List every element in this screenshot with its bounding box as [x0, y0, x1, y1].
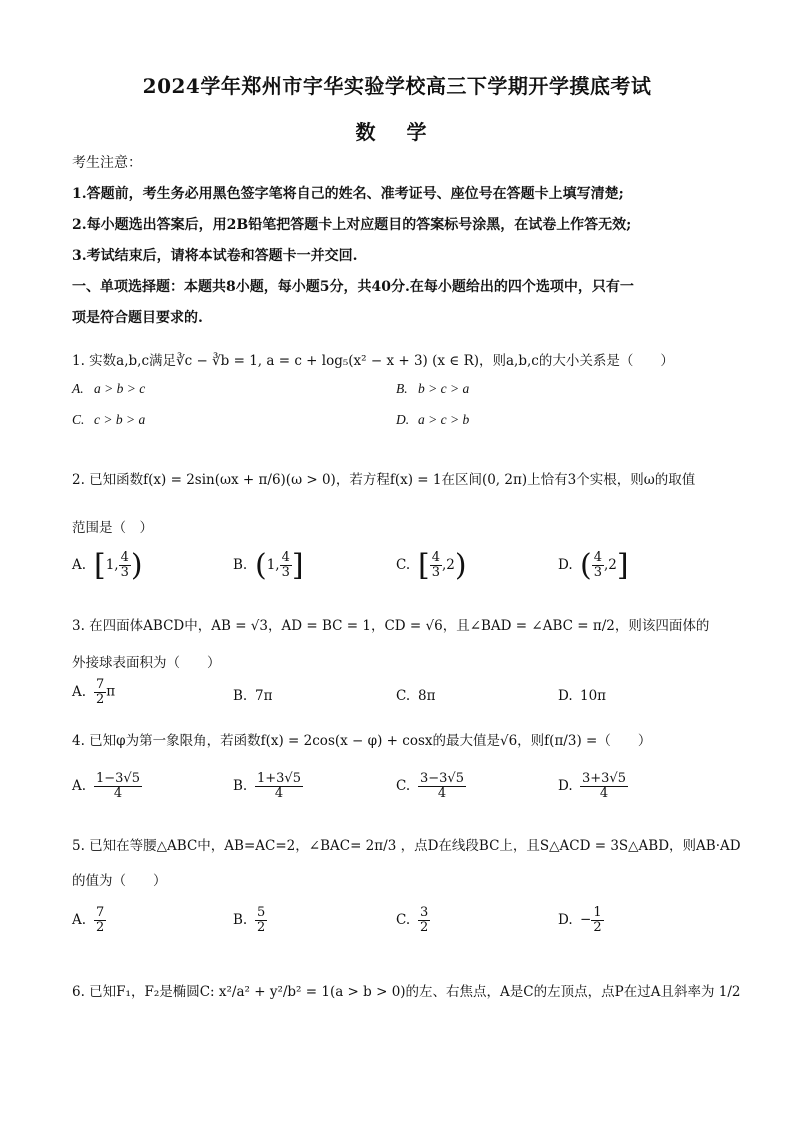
option-key: D. [558, 911, 573, 928]
question-5-stem-line1: 5. 已知在等腰△ABC中，AB=AC=2，∠BAC= 2π/3 ，点D在线段BC上，且S△ACD = 3S△ABD，则AB·AD [72, 838, 741, 854]
open-bracket: ( [255, 548, 267, 583]
option-fraction: $\frac{5}{2}$ [257, 905, 266, 935]
option-fraction: $\frac{3-3√5}{4}$ [420, 771, 464, 801]
close-bracket: ] [291, 548, 304, 583]
question-2-option-a[interactable] [72, 548, 143, 583]
notice-item-3: 3.考试结束后，请将本试卷和答题卡一并交回. [72, 248, 358, 264]
option-key: C. [396, 777, 411, 794]
option-text: b > c > a [418, 381, 470, 396]
option-key: A. [72, 683, 87, 700]
option-key: B. [233, 688, 248, 704]
question-2-option-b[interactable] [233, 548, 304, 583]
close-bracket: ) [454, 548, 467, 583]
close-bracket: ] [616, 548, 629, 583]
option-fraction: $\frac{4}{3}$ [431, 550, 440, 580]
option-key: C. [396, 911, 411, 928]
option-fraction: $\frac{4}{3}$ [593, 550, 602, 580]
section-heading-line1: 一、单项选择题：本题共8小题，每小题5分，共40分.在每小题给出的四个选项中，只有一 [72, 279, 634, 295]
option-key: D. [558, 688, 573, 704]
question-4-option-a[interactable] [72, 772, 142, 800]
question-6-stem: 6. 已知F₁，F₂是椭圆C: x²/a² + y²/b² = 1(a > b > 0)的左、右焦点，A是C的左顶点，点P在过A且斜率为 1/2 [72, 984, 741, 1000]
question-1-option-a[interactable] [72, 381, 145, 397]
option-key: C. [396, 688, 411, 704]
option-fraction: $\frac{4}{3}$ [281, 550, 290, 580]
option-key: A. [72, 381, 84, 396]
question-1-option-b[interactable] [396, 381, 469, 397]
option-text: a > c > b [418, 412, 470, 427]
question-4-stem: 4. 已知φ为第一象限角，若函数f(x) = 2cos(x − φ) + cosx的最大值是√6，则f(π/3) =（ ） [72, 733, 652, 749]
question-2-option-d[interactable] [558, 548, 629, 583]
option-key: D. [558, 557, 573, 573]
question-3-option-d[interactable] [558, 688, 606, 704]
option-key: B. [396, 381, 408, 396]
option-fraction: $\frac{4}{3}$ [120, 550, 129, 580]
open-bracket: ( [580, 548, 592, 583]
option-number: π [106, 683, 116, 700]
notice-heading: 考生注意： [72, 155, 142, 171]
exam-subject: 数 学 [355, 120, 439, 144]
option-text: 10π [580, 688, 607, 704]
option-text: 8π [418, 688, 436, 704]
option-key: A. [72, 557, 87, 573]
option-key: C. [396, 557, 411, 573]
question-5-option-a[interactable] [72, 906, 106, 934]
option-text: 7π [255, 688, 273, 704]
notice-item-2: 2.每小题选出答案后，用2B铅笔把答题卡上对应题目的答案标号涂黑，在试卷上作答无效; [72, 217, 632, 233]
option-fraction: $\frac{3}{2}$ [420, 905, 429, 935]
question-4-option-d[interactable] [558, 772, 628, 800]
option-fraction: $\frac{7}{2}$ [96, 677, 105, 707]
option-key: B. [233, 777, 248, 794]
option-key: C. [72, 412, 85, 427]
option-key: B. [233, 911, 248, 928]
option-number: ,2 [442, 557, 455, 573]
option-number: − [580, 911, 592, 928]
notice-item-1: 1.答题前，考生务必用黑色签字笔将自己的姓名、准考证号、座位号在答题卡上填写清楚; [72, 186, 624, 202]
question-3-option-c[interactable] [396, 688, 435, 704]
option-fraction: $\frac{7}{2}$ [96, 905, 105, 935]
question-5-option-b[interactable] [233, 906, 267, 934]
question-2-option-c[interactable] [396, 548, 467, 583]
question-4-option-b[interactable] [233, 772, 303, 800]
question-2-stem-line2: 范围是（ ） [72, 520, 153, 536]
question-3-stem-line2: 外接球表面积为（ ） [72, 655, 221, 671]
question-3-option-b[interactable] [233, 688, 272, 704]
question-3-option-a[interactable] [72, 678, 115, 706]
option-key: A. [72, 777, 87, 794]
question-5-option-d[interactable] [558, 906, 604, 934]
question-5-option-c[interactable] [396, 906, 430, 934]
option-number: 1, [266, 557, 280, 573]
option-key: A. [72, 911, 87, 928]
section-heading-line2: 项是符合题目要求的. [72, 310, 203, 326]
question-2-stem-line1: 2. 已知函数f(x) = 2sin(ωx + π/6)(ω > 0)，若方程f(x) = 1在区间(0, 2π)上恰有3个实根，则ω的取值 [72, 472, 696, 488]
option-fraction: $\frac{1-3√5}{4}$ [96, 771, 140, 801]
option-fraction: $\frac{3+3√5}{4}$ [582, 771, 626, 801]
option-key: B. [233, 557, 248, 573]
option-text: a > b > c [94, 381, 146, 396]
question-5-stem-line2: 的值为（ ） [72, 873, 167, 889]
option-key: D. [558, 777, 573, 794]
option-number: 1, [105, 557, 119, 573]
close-bracket: ) [130, 548, 143, 583]
question-1-option-c[interactable] [72, 412, 145, 428]
option-number: ,2 [604, 557, 617, 573]
open-bracket: [ [418, 548, 430, 583]
question-1-option-d[interactable] [396, 412, 469, 428]
question-1-stem: 1. 实数a,b,c满足∛c − ∛b = 1, a = c + log₅(x² − x + 3) (x ∈ R)，则a,b,c的大小关系是（ ） [72, 353, 674, 369]
option-fraction: $\frac{1+3√5}{4}$ [257, 771, 301, 801]
open-bracket: [ [94, 548, 106, 583]
option-text: c > b > a [94, 412, 146, 427]
exam-title: 2024学年郑州市宇华实验学校高三下学期开学摸底考试 [142, 74, 652, 98]
question-3-stem-line1: 3. 在四面体ABCD中，AB = √3，AD = BC = 1，CD = √6，且∠BAD = ∠ABC = π/2，则该四面体的 [72, 618, 710, 634]
option-key: D. [396, 412, 410, 427]
question-4-option-c[interactable] [396, 772, 466, 800]
option-fraction: $\frac{1}{2}$ [593, 905, 602, 935]
